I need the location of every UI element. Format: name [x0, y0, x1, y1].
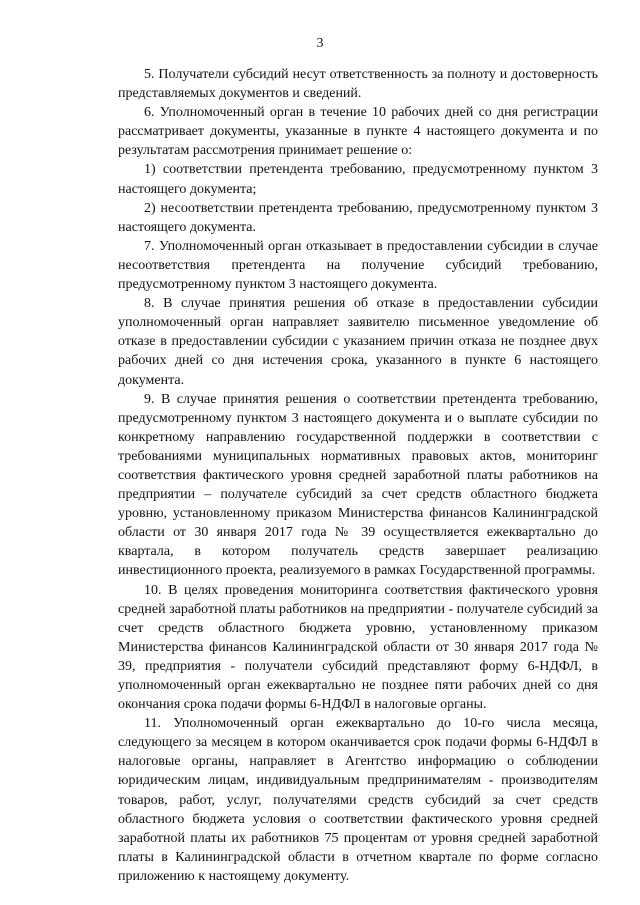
- paragraph-8: 8. В случае принятия решения об отказе в предоставлении субсидии уполномоченный орган направляет заявителю письменное уведомление об отказе в предоставлении субсидии с указанием причин отказа не позднее двух рабочих дней со дня истечения срока, указанного в пункте 6 настоящего документа.: [118, 296, 598, 388]
- paragraph-5: 5. Получатели субсидий несут ответственность за полноту и достоверность представляемых документов и сведений.: [118, 67, 598, 102]
- paragraph-7: 7. Уполномоченный орган отказывает в предоставлении субсидии в случае несоответствия претендента на получение субсидий требованию, предусмотренному пунктом 3 настоящего документа.: [118, 238, 598, 293]
- paragraph-6-option-1: 1) соответствии претендента требованию, предусмотренному пунктом 3 настоящего документа;: [118, 162, 598, 197]
- paragraph-11: 11. Уполномоченный орган ежеквартально до 10-го числа месяца, следующего за месяцем в котором оканчивается срок подачи формы 6-НДФЛ в налоговые органы, направляет в Агентство информацию о соблюдении юридическим лицам, индивидуальным предпринимателям - производителям товаров, работ, услуг, получателями средств субсидий за счет средств областного бюджета условия о соответствии фактического уровня средней заработной платы их работников 75 процентам от уровня средней заработной платы в Калининградской области в отчетном квартале по форме согласно приложению к настоящему документу.: [118, 716, 598, 884]
- paragraph-9: 9. В случае принятия решения о соответствии претендента требованию, предусмотренному пунктом 3 настоящего документа и о выплате субсидии по конкретному направлению государственной поддержки в соответствии с требованиями муниципальных нормативных правовых актов, мониторинг соответствия фактического уровня средней заработной платы работников на предприятии – получателе субсидий за счет средств областного бюджета уровню, установленному приказом Министерства финансов Калининградской области от 30 января 2017 года № 39 осуществляется ежеквартально до квартала, в котором получатель средств завершает реализацию инвестиционного проекта, реализуемого в рамках Государственной программы.: [118, 391, 598, 579]
- page-number: 3: [316, 36, 324, 51]
- document-body: [118, 65, 598, 886]
- paragraph-6: 6. Уполномоченный орган в течение 10 рабочих дней со дня регистрации рассматривает документы, указанные в пункте 4 настоящего документа и по результатам рассмотрения принимает решение о:: [118, 105, 598, 159]
- paragraph-10: 10. В целях проведения мониторинга соответствия фактического уровня средней заработной платы работников на предприятии - получателе субсидий за счет средств областного бюджета уровню, установленному приказом Министерства финансов Калининградской области от 30 января 2017 года № 39, предприятия - получатели субсидий представляют форму 6-НДФЛ, в уполномоченный орган ежеквартально не позднее пяти рабочих дней со дня окончания срока подачи формы 6-НДФЛ в налоговые органы.: [118, 582, 598, 713]
- paragraph-6-option-2: 2) несоответствии претендента требованию, предусмотренному пунктом 3 настоящего документа.: [118, 200, 598, 235]
